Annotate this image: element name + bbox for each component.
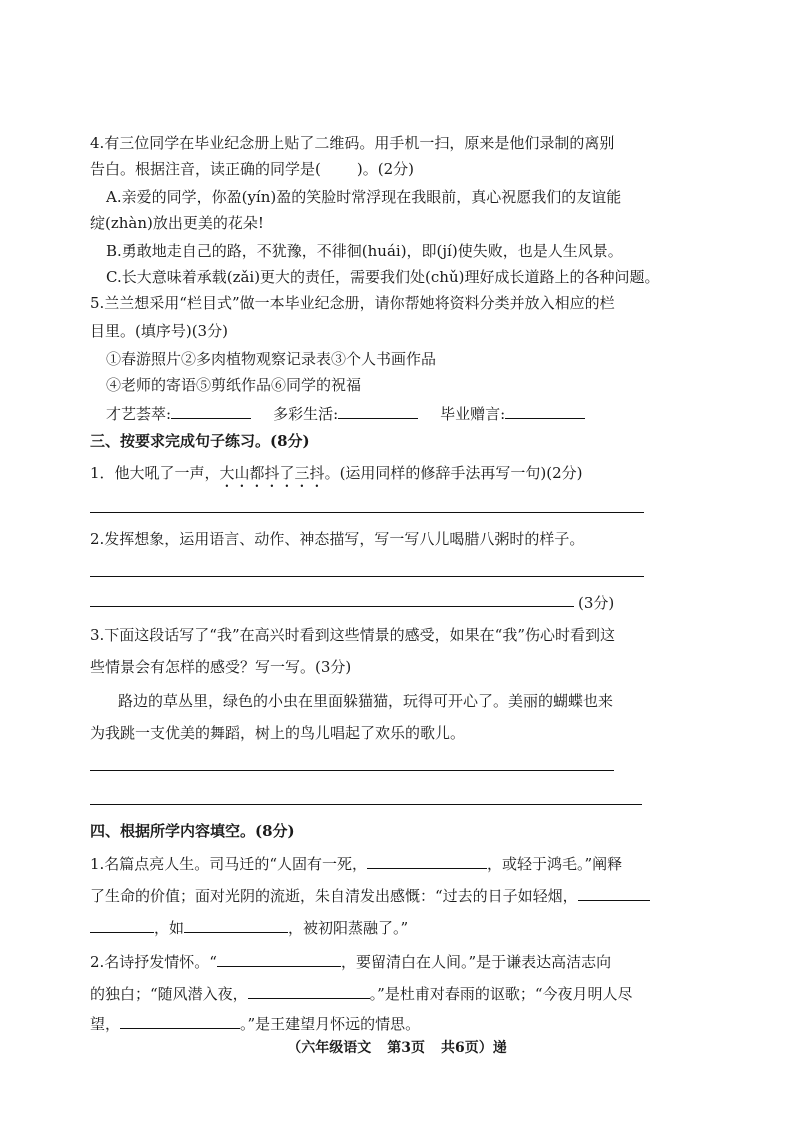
s3-q2-answer-line-2[interactable] [90, 606, 574, 607]
q5-category-talent: 才艺荟萃: [106, 405, 172, 423]
q5-item-4: ④老师的寄语 [106, 376, 197, 394]
s4-q2-line1 [90, 950, 611, 973]
q5-farewell-blank[interactable] [505, 402, 585, 419]
footer-total-pages: 共6页）递 [441, 1040, 507, 1056]
s4-q1-line1-end: ，或轻于鸿毛。”阐释 [486, 855, 623, 873]
q5-category-life: 多彩生活: [273, 405, 339, 423]
q5-item-3: ③个人书画作品 [331, 350, 437, 368]
q5-items-row2 [106, 374, 361, 396]
s4-q1-line2 [90, 884, 650, 907]
s3-q1-prefix: 1．他大吼了一声， [90, 464, 220, 482]
s3-passage-line1: 路边的草丛里，绿色的小虫在里面躲猫猫，玩得可开心了。美丽的蝴蝶也来 [118, 692, 614, 710]
s4-blank-6[interactable] [120, 1012, 240, 1029]
s3-q3-answer-line-1[interactable] [90, 770, 614, 771]
s4-blank-4[interactable] [217, 950, 341, 967]
q4-option-a-line2: 绽(zhàn)放出更美的花朵! [90, 214, 264, 232]
q5-life-blank[interactable] [338, 402, 418, 419]
s3-q1 [90, 462, 583, 491]
q5-item-2: ②多肉植物观察记录表 [181, 350, 332, 368]
s4-blank-5[interactable] [248, 982, 370, 999]
section3-heading: 三、按要求完成句子练习。(8分) [90, 432, 310, 450]
s4-q1-line3-mid: ，如 [154, 919, 185, 937]
s3-q1-dotted-phrase: 大山都抖了三抖 [219, 464, 325, 482]
s3-passage-line2: 为我跳一支优美的舞蹈，树上的鸟儿唱起了欢乐的歌儿。 [90, 724, 466, 742]
s4-q2-line3-text: 望， [90, 1015, 121, 1033]
footer-page-number: 第3页 [387, 1040, 425, 1056]
s4-q2-line1-text: 2.名诗抒发情怀。“ [90, 953, 217, 971]
q5-category-farewell: 毕业赠言: [440, 405, 506, 423]
q4-line1: 4.有三位同学在毕业纪念册上贴了二维码。用手机一扫，原来是他们录制的离别 [90, 134, 615, 152]
s3-q1-suffix: 。(运用同样的修辞手法再写一句)(2分) [324, 464, 583, 482]
section4-heading: 四、根据所学内容填空。(8分) [90, 822, 295, 840]
q4-line2-text: 告白。根据注音，读正确的同学是( [90, 160, 321, 178]
s3-q3-line1: 3.下面这段话写了“我”在高兴时看到这些情景的感受，如果在“我”伤心时看到这 [90, 626, 615, 644]
s4-q2-line2-text: 的独白；“随风潜入夜， [90, 985, 248, 1003]
s4-q1-line3-end: ，被初阳蒸融了。” [288, 919, 409, 937]
s4-q2-line2-end: 。”是杜甫对春雨的讴歌；“今夜月明人尽 [369, 985, 633, 1003]
q5-line2: 目里。(填序号)(3分) [90, 322, 228, 340]
q5-talent-blank[interactable] [171, 402, 251, 419]
s4-q2-line1-end: ，要留清白在人间。”是于谦表达高洁志向 [340, 953, 612, 971]
s4-q1-line2-text: 了生命的价值；面对光阴的流逝，朱自清发出感慨：“过去的日子如轻烟， [90, 887, 578, 905]
q4-option-a-line1: A.亲爱的同学，你盈(yín)盈的笑脸时常浮现在我眼前，真心祝愿我们的友谊能 [106, 188, 622, 206]
s3-q2-score: (3分) [578, 594, 615, 612]
s3-q3-line2: 些情景会有怎样的感受？写一写。(3分) [90, 658, 352, 676]
q5-item-1: ①春游照片 [106, 350, 182, 368]
q4-line2-score: )。(2分) [356, 160, 414, 178]
q5-items-row1 [106, 348, 436, 370]
page-footer [0, 1037, 794, 1057]
s3-q2-answer-line-1[interactable] [90, 576, 644, 577]
s3-q1-answer-line[interactable] [90, 512, 644, 513]
s3-q3-answer-line-2[interactable] [90, 804, 642, 805]
q4-option-c: C.长大意味着承载(zǎi)更大的责任，需要我们处(chǔ)理好成长道路上的各种问题。 [106, 268, 660, 286]
q5-item-6: ⑥同学的祝福 [271, 376, 362, 394]
s4-blank-1[interactable] [367, 852, 487, 869]
footer-grade: （六年级语文 [287, 1040, 372, 1056]
q4-option-b: B.勇敢地走自己的路，不犹豫，不徘徊(huái)，即(jí)使失败，也是人生风景。 [106, 242, 623, 260]
s4-q1-line1 [90, 852, 622, 875]
q4-line2 [90, 158, 414, 180]
s4-q1-line3 [90, 916, 408, 939]
s4-blank-3[interactable] [184, 916, 288, 933]
s3-q2: 2.发挥想象，运用语言、动作、神态描写，写一写八儿喝腊八粥时的样子。 [90, 530, 585, 548]
s4-blank-2[interactable] [578, 884, 650, 901]
q5-categories [106, 402, 585, 425]
s4-q1-line1-text: 1.名篇点亮人生。司马迁的“人固有一死， [90, 855, 367, 873]
q5-item-5: ⑤剪纸作品 [196, 376, 272, 394]
s4-q2-line2 [90, 982, 633, 1005]
s4-blank-2-cont[interactable] [90, 916, 154, 933]
q5-line1: 5.兰兰想采用“栏目式”做一本毕业纪念册，请你帮她将资料分类并放入相应的栏 [90, 294, 615, 312]
s4-q2-line3 [90, 1012, 420, 1035]
s4-q2-line3-end: 。”是王建望月怀远的情思。 [240, 1015, 421, 1033]
